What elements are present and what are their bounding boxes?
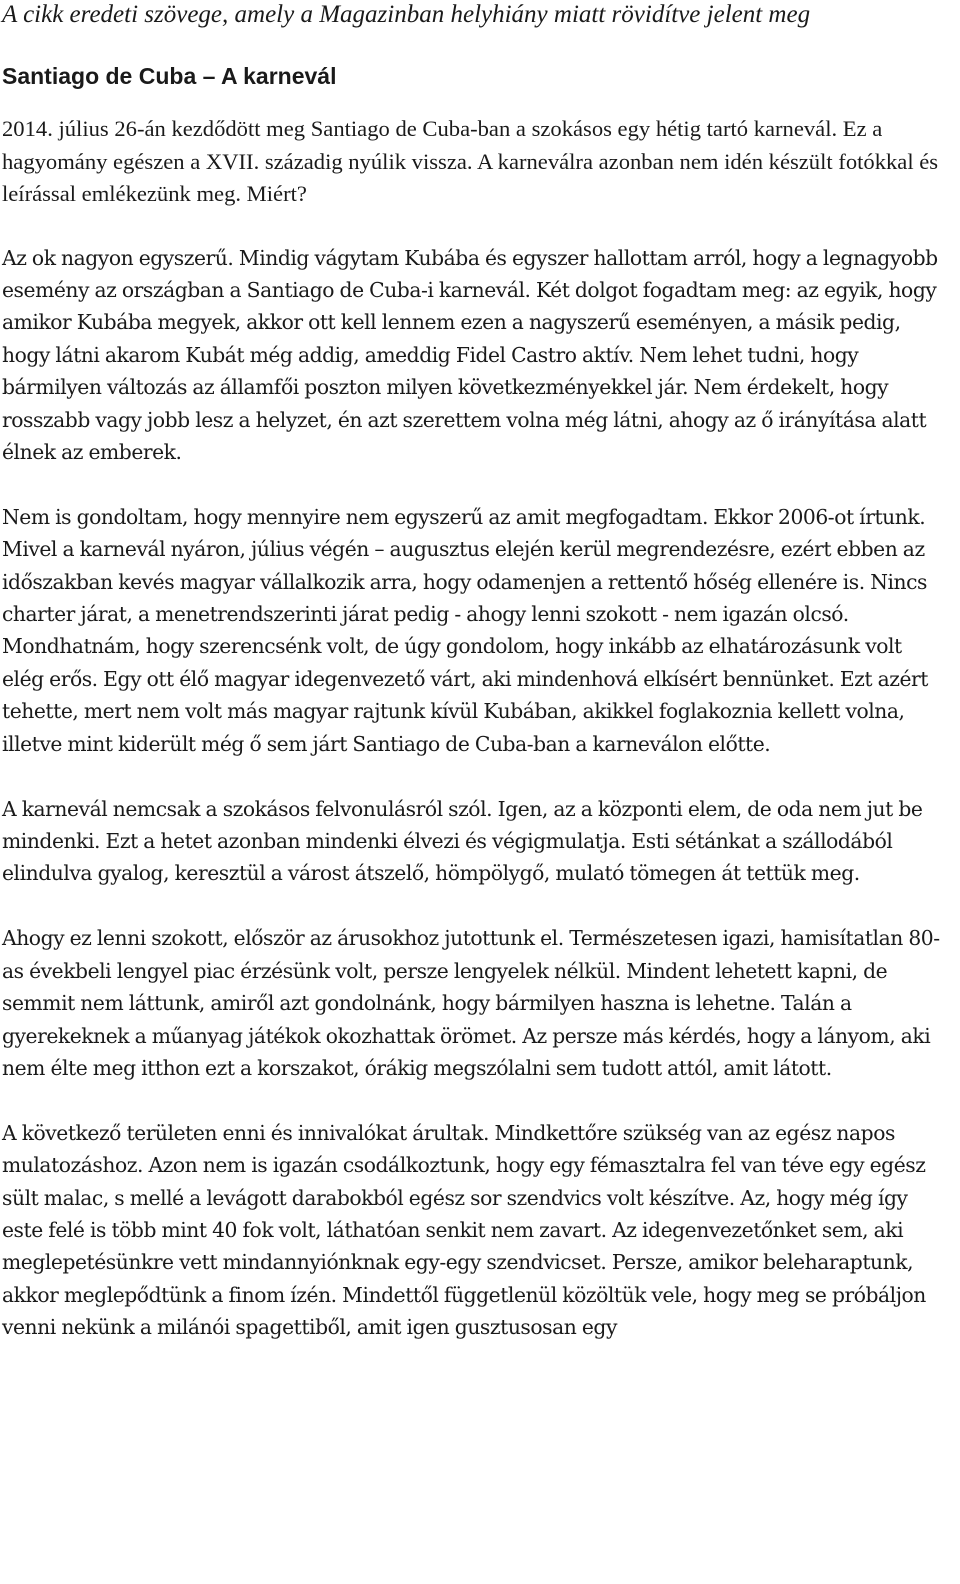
header-note: A cikk eredeti szövege, amely a Magazinban helyhiány miatt rövidítve jelent meg bbox=[2, 1, 811, 28]
body-paragraph-1: Az ok nagyon egyszerű. Mindig vágytam Kubába és egyszer hallottam arról, hogy a legnagyobb esemény az országban a Santiago de Cuba-i karnevál. Két dolgot fogadtam meg: az egyik, hogy amikor Kubába megyek, akkor ott kell lennem ezen a nagyszerű eseményen, a másik pedig, hogy látni akarom Kubát még addig, ameddig Fidel Castro aktív. Nem lehet tudni, hogy bármilyen változás az államfői poszton milyen következményekkel jár. Nem érdekelt, hogy rosszabb vagy jobb lesz a helyzet, én azt szerettem volna még látni, ahogy az ő irányítása alatt élnek az emberek. bbox=[2, 245, 938, 464]
body-paragraph-3: A karnevál nemcsak a szokásos felvonulásról szól. Igen, az a központi elem, de oda nem jut be mindenki. Ezt a hetet azonban mindenki élvezi és végigmulatja. Esti sétánkat a szállodából elindulva gyalog, keresztül a várost átszelő, hömpölygő, mulató tömegen át tettük meg. bbox=[2, 796, 923, 886]
body-paragraph-2: Nem is gondoltam, hogy mennyire nem egyszerű az amit megfogadtam. Ekkor 2006-ot írtunk. Mivel a karnevál nyáron, július végén – augusztus elején kerül megrendezésre, ezért ebben az időszakban kevés magyar vállalkozik arra, hogy odamenjen a rettentő hőség ellenére is. Nincs charter járat, a menetrendszerinti járat pedig - ahogy lenni szokott - nem igazán olcsó. Mondhatnám, hogy szerencsénk volt, de úgy gondolom, hogy inkább az elhatározásunk volt elég erős. Egy ott élő magyar idegenvezető várt, aki mindenhová elkísért bennünket. Ezt azért tehette, mert nem volt más magyar rajtunk kívül Kubában, akikkel foglakoznia kellett volna, illetve mint kiderült még ő sem járt Santiago de Cuba-ban a karneválon előtte. bbox=[2, 504, 928, 756]
intro-paragraph: 2014. július 26-án kezdődött meg Santiago de Cuba-ban a szokásos egy hétig tartó karnevál. Ez a hagyomány egészen a XVII. századig nyúlik vissza. A karneválra azonban nem idén készült fotókkal és leírással emlékezünk meg. Miért? bbox=[2, 116, 939, 206]
body-paragraph-5: A következő területen enni és innivalókat árultak. Mindkettőre szükség van az egész napos mulatozáshoz. Azon nem is igazán csodálkoztunk, hogy egy fémasztalra fel van téve egy egész sült malac, s mellé a levágott darabokból egész sor szendvics volt készítve. Az, hogy még így este felé is több mint 40 fok volt, láthatóan senkit nem zavart. Az idegenvezetőnket sem, aki meglepetésünkre vett mindannyiónknak egy-egy szendvicset. Persze, amikor beleharaptunk, akkor meglepődtünk a finom ízén. Mindettől függetlenül közöltük vele, hogy meg se próbáljon venni nekünk a milánói spagettiből, amit igen gusztusosan egy bbox=[2, 1120, 926, 1340]
article-title: Santiago de Cuba – A karnevál bbox=[2, 63, 337, 89]
body-paragraph-4: Ahogy ez lenni szokott, először az árusokhoz jutottunk el. Természetesen igazi, hamisítatlan 80-as évekbeli lengyel piac érzésünk volt, persze lengyelek nélkül. Mindent lehetett kapni, de semmit nem láttunk, amiről azt gondolnánk, hogy bármilyen haszna is lehetne. Talán a gyerekeknek a műanyag játékok okozhattak örömet. Az persze más kérdés, hogy a lányom, aki nem élte meg itthon ezt a korszakot, órákig megszólalni sem tudott attól, amit látott. bbox=[2, 926, 940, 1080]
